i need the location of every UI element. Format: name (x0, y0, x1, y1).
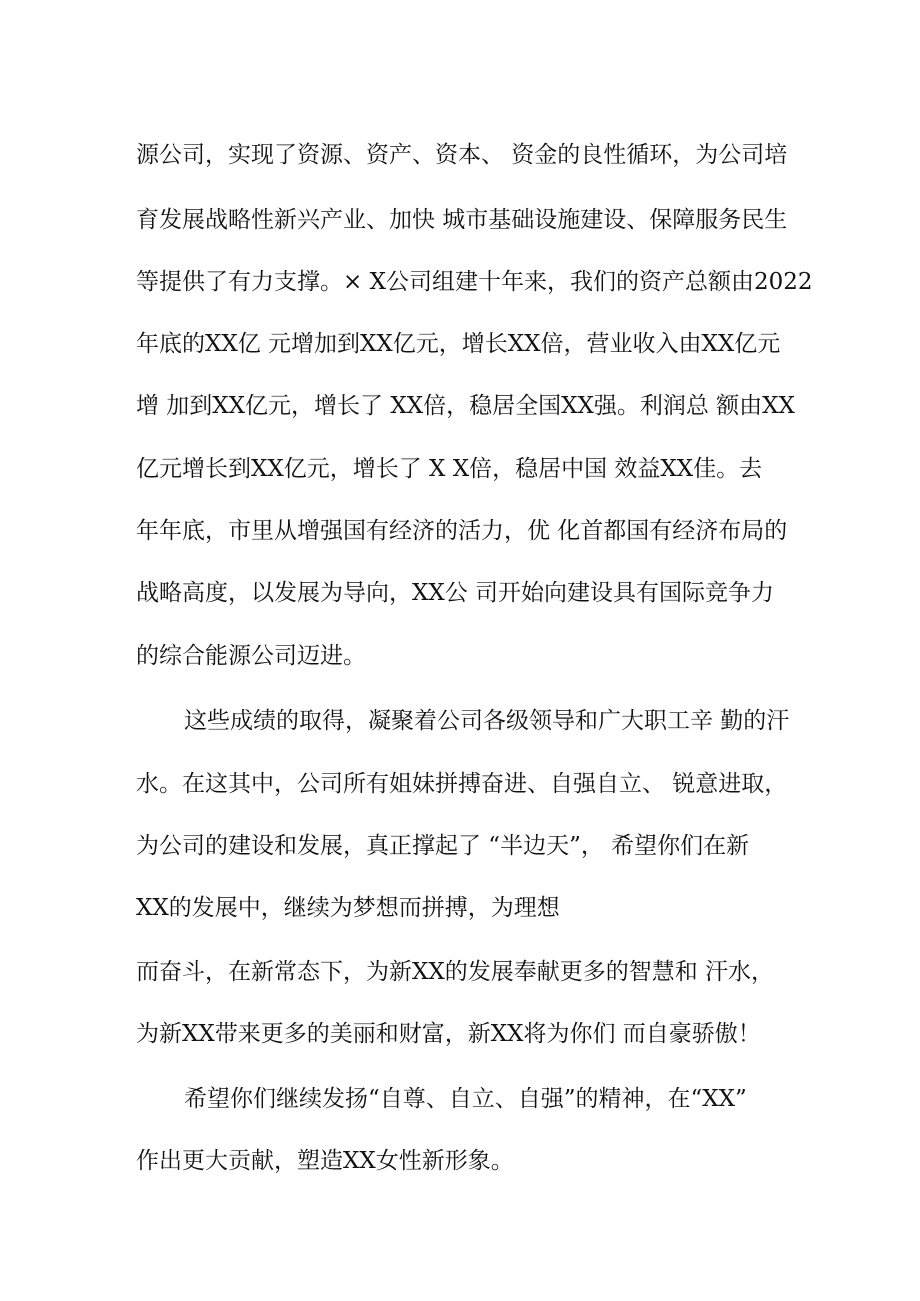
paragraph-first-line: 希望你们继续发扬“自尊、自立、自强”的精神，在“XX” (184, 1086, 747, 1112)
text-line: 增 加到XX亿元，增长了 XX倍，稳居全国XX强。利润总 额由XX (136, 393, 795, 419)
paragraph-first-line: 这些成绩的取得，凝聚着公司各级领导和广大职工辛 勤的汗 (184, 708, 790, 734)
text-line: 亿元增长到XX亿元，增长了 X X倍，稳居中国 效益XX佳。去 (136, 456, 763, 482)
text-line: XX的发展中，继续为梦想而拼搏，为理想 (136, 895, 560, 921)
text-line: 为公司的建设和发展，真正撑起了 “半边天”， 希望你们在新 (136, 833, 750, 859)
text-line: 等提供了有力支撑。× X公司组建十年来，我们的资产总额由2022 (136, 269, 813, 295)
text-line: 育发展战略性新兴产业、加快 城市基础设施建设、保障服务民生 (136, 207, 788, 233)
text-line: 的综合能源公司迈进。 (136, 643, 366, 669)
text-line: 年年底，市里从增强国有经济的活力，优 化首都国有经济布局的 (136, 518, 788, 544)
text-line: 水。在这其中，公司所有姐妹拼搏奋进、自强自立、 锐意进取， (136, 771, 788, 797)
text-line: 作出更大贡献，塑造XX女性新形象。 (136, 1148, 514, 1174)
text-line: 而奋斗，在新常态下，为新XX的发展奉献更多的智慧和 汗水， (136, 959, 775, 985)
text-line: 年底的XX亿 元增加到XX亿元，增长XX倍，营业收入由XX亿元 (136, 331, 781, 357)
text-line: 源公司，实现了资源、资产、资本、 资金的良性循环，为公司培 (136, 142, 788, 168)
text-line: 为新XX带来更多的美丽和财富，新XX将为你们 而自豪骄傲！ (136, 1021, 761, 1047)
text-line: 战略高度，以发展为导向，XX公 司开始向建设具有国际竞争力 (136, 580, 775, 606)
